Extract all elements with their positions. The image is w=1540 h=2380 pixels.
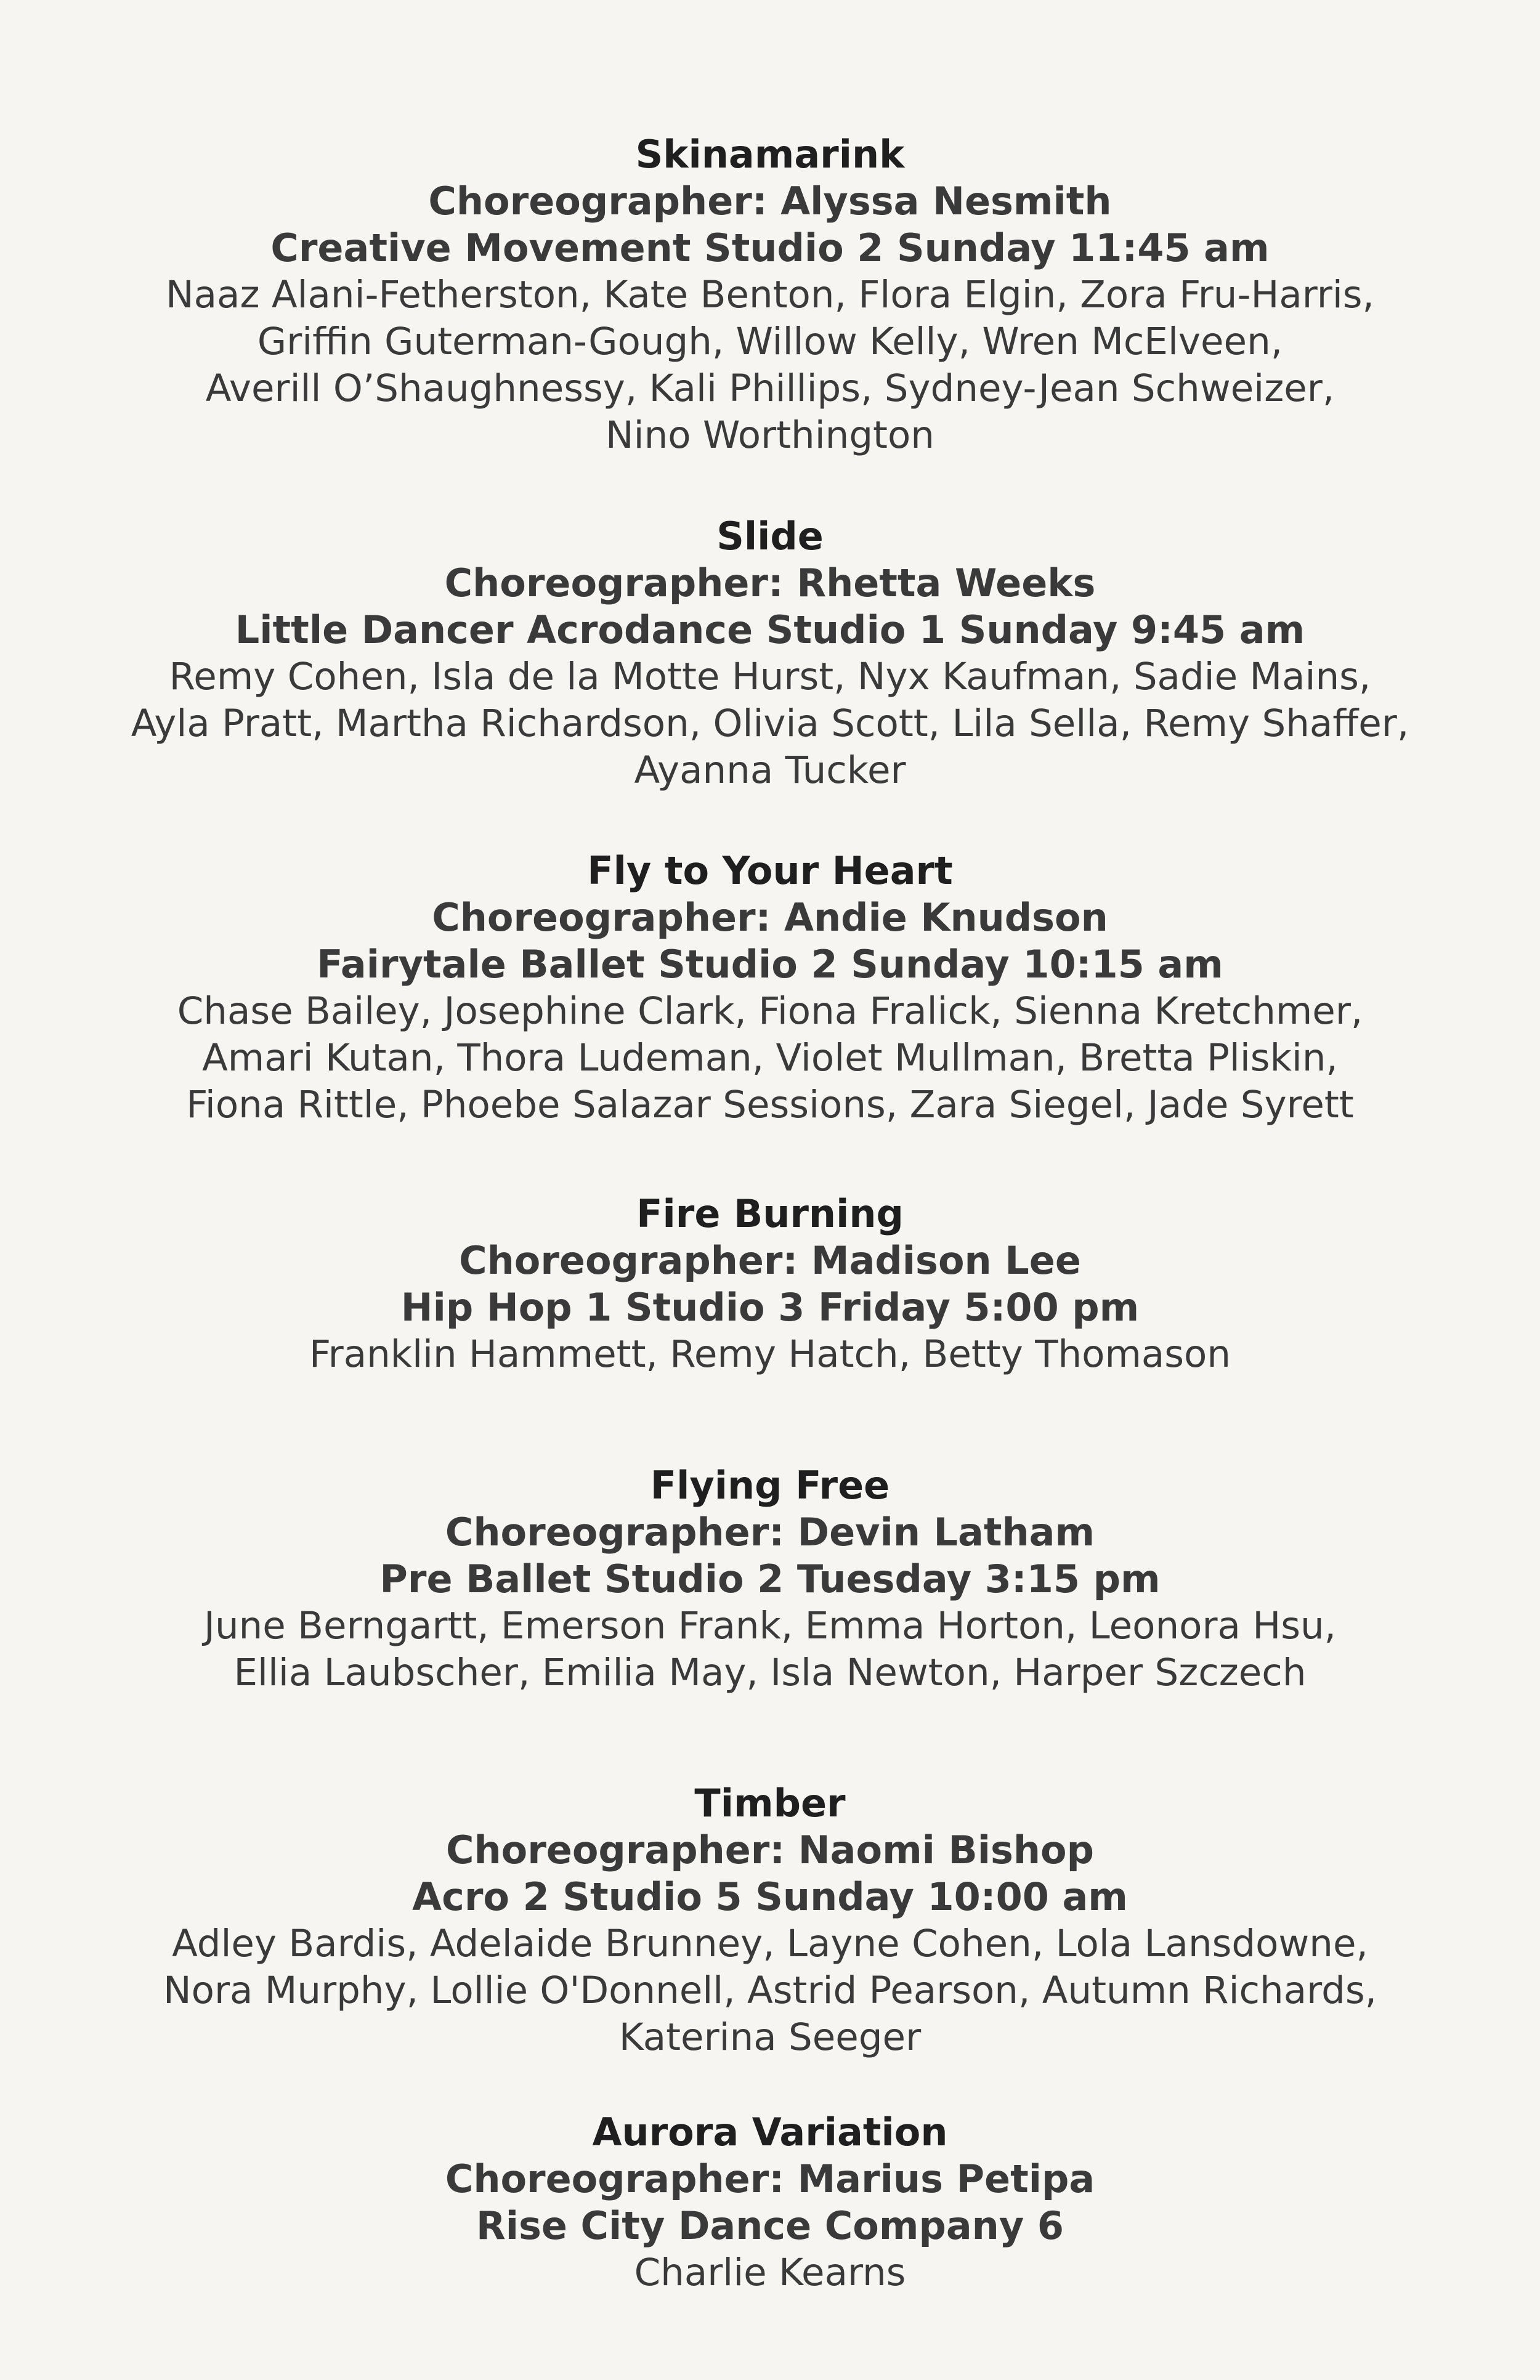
piece-class-info: Hip Hop 1 Studio 3 Friday 5:00 pm	[400, 1285, 1140, 1330]
piece-title: Aurora Variation	[592, 2110, 948, 2155]
piece-choreographer: Choreographer: Alyssa Nesmith	[428, 179, 1112, 224]
dancer-list-line: Chase Bailey, Josephine Clark, Fiona Fralick, Sienna Kretchmer,	[177, 989, 1363, 1033]
piece-choreographer: Choreographer: Madison Lee	[459, 1238, 1081, 1283]
piece-flying-free	[0, 1462, 1540, 1696]
dancer-list-line: Katerina Seeger	[618, 2015, 922, 2059]
dancer-list-line: Ayla Pratt, Martha Richardson, Olivia Scott, Lila Sella, Remy Shaffer,	[131, 702, 1409, 745]
piece-class-info: Fairytale Ballet Studio 2 Sunday 10:15 am	[317, 942, 1223, 987]
piece-title: Timber	[694, 1781, 846, 1826]
dancer-list-line: Fiona Rittle, Phoebe Salazar Sessions, Zara Siegel, Jade Syrett	[186, 1083, 1354, 1127]
piece-title: Flying Free	[650, 1463, 890, 1508]
dancer-list-line: Ayanna Tucker	[634, 748, 906, 792]
piece-choreographer: Choreographer: Naomi Bishop	[445, 1827, 1095, 1872]
piece-title: Slide	[716, 514, 824, 559]
dancer-list-line: Franklin Hammett, Remy Hatch, Betty Thomason	[309, 1332, 1231, 1376]
piece-choreographer: Choreographer: Devin Latham	[445, 1510, 1095, 1555]
dancer-list-line: Amari Kutan, Thora Ludeman, Violet Mullman, Bretta Pliskin,	[202, 1036, 1338, 1080]
dancer-list-line: June Berngartt, Emerson Frank, Emma Horton, Leonora Hsu,	[203, 1604, 1337, 1648]
piece-fire-burning	[0, 1191, 1540, 1378]
dancer-list-line: Nora Murphy, Lollie O'Donnell, Astrid Pearson, Autumn Richards,	[163, 1969, 1377, 2012]
dancer-list-line: Remy Cohen, Isla de la Motte Hurst, Nyx Kaufman, Sadie Mains,	[169, 655, 1371, 698]
piece-choreographer: Choreographer: Andie Knudson	[432, 895, 1108, 940]
piece-title: Fly to Your Heart	[587, 848, 953, 893]
dancer-list-line: Adley Bardis, Adelaide Brunney, Layne Cohen, Lola Lansdowne,	[172, 1922, 1368, 1965]
piece-skinamarink	[0, 131, 1540, 459]
dancer-list-line: Averill O’Shaughnessy, Kali Phillips, Sydney-Jean Schweizer,	[205, 366, 1335, 410]
dancer-list-line: Nino Worthington	[606, 413, 934, 457]
piece-choreographer: Choreographer: Rhetta Weeks	[444, 561, 1096, 605]
dancer-list-line: Naaz Alani-Fetherston, Kate Benton, Flora Elgin, Zora Fru-Harris,	[166, 273, 1374, 317]
piece-title: Skinamarink	[635, 132, 905, 177]
piece-slide	[0, 513, 1540, 794]
piece-class-info: Creative Movement Studio 2 Sunday 11:45 am	[270, 225, 1270, 270]
piece-choreographer: Choreographer: Marius Petipa	[445, 2156, 1095, 2201]
dancer-list-line: Charlie Kearns	[634, 2251, 906, 2294]
dancer-list-line: Griffin Guterman-Gough, Willow Kelly, Wren McElveen,	[257, 320, 1283, 363]
dancer-list-line: Ellia Laubscher, Emilia May, Isla Newton, Harper Szczech	[233, 1651, 1307, 1694]
piece-class-info: Rise City Dance Company 6	[476, 2203, 1064, 2248]
piece-title: Fire Burning	[636, 1191, 904, 1236]
piece-class-info: Acro 2 Studio 5 Sunday 10:00 am	[412, 1874, 1128, 1919]
piece-aurora-variation	[0, 2109, 1540, 2296]
piece-fly-to-your-heart	[0, 848, 1540, 1128]
piece-timber	[0, 1780, 1540, 2061]
piece-class-info: Pre Ballet Studio 2 Tuesday 3:15 pm	[379, 1556, 1161, 1601]
piece-class-info: Little Dancer Acrodance Studio 1 Sunday 9:45 am	[235, 607, 1305, 652]
